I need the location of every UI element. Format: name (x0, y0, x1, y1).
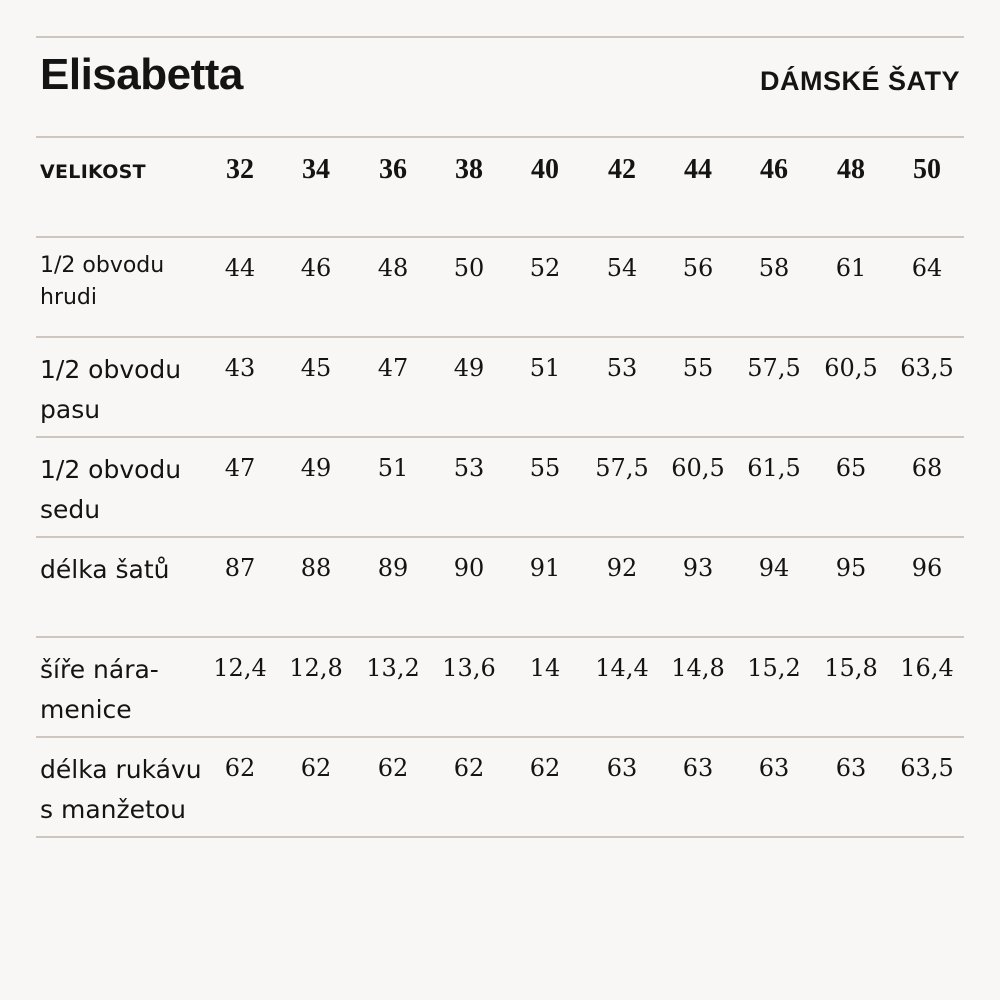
measurement-cell: 53 (453, 454, 485, 482)
measurement-cell: 45 (300, 354, 332, 382)
measurement-cell: 13,6 (442, 654, 496, 682)
measurement-cell: 56 (682, 254, 714, 282)
row-label-line: pasu (40, 395, 101, 424)
measurement-cell: 48 (377, 254, 409, 282)
measurement-cell: 92 (606, 554, 638, 582)
measurement-cell: 63,5 (900, 754, 954, 782)
size-table (36, 138, 964, 838)
measurement-cell: 63 (758, 754, 790, 782)
measurement-cell: 62 (377, 754, 409, 782)
measurement-cell: 15,8 (824, 654, 878, 682)
measurement-cell: 51 (529, 354, 561, 382)
row-label-line: menice (40, 695, 132, 724)
size-header-cell: 46 (760, 154, 788, 185)
measurement-row (36, 238, 964, 336)
size-header-cell: 34 (302, 154, 330, 185)
measurement-cell: 12,4 (213, 654, 267, 682)
measurement-cell: 62 (300, 754, 332, 782)
measurement-cell: 96 (911, 554, 943, 582)
measurement-cell: 68 (911, 454, 943, 482)
measurement-cell: 62 (529, 754, 561, 782)
size-header-cell: 44 (684, 154, 712, 185)
measurement-cell: 49 (300, 454, 332, 482)
measurement-cell: 12,8 (289, 654, 343, 682)
measurement-cell: 88 (300, 554, 332, 582)
measurement-cell: 64 (911, 254, 943, 282)
size-header-cell: 36 (379, 154, 407, 185)
row-label-line: délka rukávu (40, 755, 202, 784)
measurement-cell: 53 (606, 354, 638, 382)
measurement-cell: 55 (682, 354, 714, 382)
product-title: Elisabetta (40, 50, 243, 99)
measurement-cell: 61,5 (747, 454, 801, 482)
measurement-cell: 63 (682, 754, 714, 782)
measurement-cell: 46 (300, 254, 332, 282)
measurement-cell: 54 (606, 254, 638, 282)
measurement-cell: 63 (835, 754, 867, 782)
measurement-row (36, 738, 964, 836)
measurement-cell: 65 (835, 454, 867, 482)
measurement-cell: 14 (529, 654, 561, 682)
row-label-line: 1/2 obvodu (40, 253, 165, 278)
measurement-cell: 57,5 (747, 354, 801, 382)
measurement-cell: 90 (453, 554, 485, 582)
measurement-cell: 14,4 (595, 654, 649, 682)
measurement-cell: 52 (529, 254, 561, 282)
measurement-cell: 49 (453, 354, 485, 382)
measurement-cell: 94 (758, 554, 790, 582)
measurement-row (36, 338, 964, 436)
measurement-cell: 89 (377, 554, 409, 582)
measurement-row (36, 638, 964, 736)
size-header-cell: 48 (837, 154, 865, 185)
size-chart (36, 36, 964, 838)
measurement-cell: 63 (606, 754, 638, 782)
size-header-row (36, 138, 964, 236)
measurement-cell: 95 (835, 554, 867, 582)
size-header-cell: 38 (455, 154, 483, 185)
measurement-cell: 50 (453, 254, 485, 282)
measurement-cell: 51 (377, 454, 409, 482)
measurement-cell: 13,2 (366, 654, 420, 682)
size-header-cell: 42 (608, 154, 636, 185)
measurement-row (36, 438, 964, 536)
size-header-cell: 50 (913, 154, 941, 185)
measurement-cell: 62 (453, 754, 485, 782)
measurement-cell: 61 (835, 254, 867, 282)
measurement-cell: 15,2 (747, 654, 801, 682)
measurement-cell: 16,4 (900, 654, 954, 682)
header (36, 38, 964, 136)
row-label-line: s manžetou (40, 795, 186, 824)
measurement-cell: 63,5 (900, 354, 954, 382)
measurement-cell: 60,5 (824, 354, 878, 382)
measurement-cell: 44 (224, 254, 256, 282)
row-label-line: délka šatů (40, 555, 170, 584)
measurement-cell: 55 (529, 454, 561, 482)
row-label-line: hrudi (40, 285, 98, 310)
measurement-cell: 47 (377, 354, 409, 382)
measurement-row (36, 538, 964, 636)
measurement-cell: 93 (682, 554, 714, 582)
size-header-cell: 32 (226, 154, 254, 185)
measurement-cell: 87 (224, 554, 256, 582)
measurement-cell: 57,5 (595, 454, 649, 482)
measurement-cell: 58 (758, 254, 790, 282)
measurement-cell: 47 (224, 454, 256, 482)
row-label-line: šíře nára- (40, 655, 159, 684)
row-label-line: 1/2 obvodu (40, 455, 182, 484)
measurement-cell: 14,8 (671, 654, 725, 682)
measurement-cell: 60,5 (671, 454, 725, 482)
row-label-line: 1/2 obvodu (40, 355, 182, 384)
row-label-line: VELIKOST (40, 161, 146, 183)
measurement-cell: 91 (529, 554, 561, 582)
row-rule (36, 836, 964, 838)
category-label: DÁMSKÉ ŠATY (759, 66, 960, 96)
size-header-cell: 40 (531, 154, 559, 185)
row-label-line: sedu (40, 495, 101, 524)
measurement-cell: 62 (224, 754, 256, 782)
measurement-cell: 43 (224, 354, 256, 382)
